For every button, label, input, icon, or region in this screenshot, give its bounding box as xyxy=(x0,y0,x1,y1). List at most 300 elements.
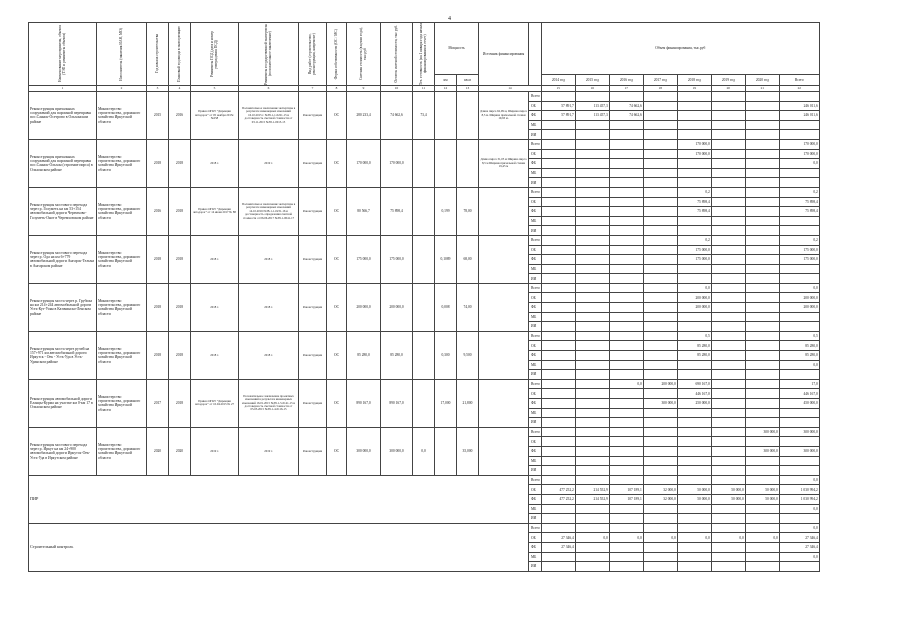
project-psd: 2018 г. xyxy=(191,283,239,331)
financing-cell xyxy=(541,322,575,332)
financing-cell xyxy=(745,235,779,245)
project-capacity-note: Длина пирса 62,09 м, Ширина пирса 8,5 м. Ширина причальной стенки 19,93 м. xyxy=(479,92,529,140)
project-km: 0,300 xyxy=(435,331,457,379)
financing-cell xyxy=(779,466,819,476)
total-label: ПИР xyxy=(29,475,529,523)
project-km: 0,008 xyxy=(435,283,457,331)
financing-cell xyxy=(541,437,575,447)
project-cost: 300 000,0 xyxy=(347,427,381,475)
financing-cell xyxy=(779,418,819,428)
financing-cell xyxy=(541,399,575,409)
financing-cell xyxy=(541,379,575,389)
financing-cell xyxy=(609,255,643,265)
financing-cell: 0,0 xyxy=(575,533,609,543)
project-readiness xyxy=(413,139,435,187)
project-row xyxy=(29,379,820,389)
financing-cell xyxy=(779,178,819,188)
financing-cell xyxy=(541,197,575,207)
project-cost: 170 000,0 xyxy=(347,139,381,187)
column-number: 2 xyxy=(97,86,147,92)
financing-cell xyxy=(643,514,677,524)
financing-cell xyxy=(779,92,819,102)
financing-cell xyxy=(677,322,711,332)
financing-cell: 0,0 xyxy=(711,533,745,543)
financing-cell xyxy=(609,475,643,485)
financing-cell xyxy=(711,120,745,130)
source-label: ОБ xyxy=(529,485,542,495)
project-expertise: Положительное заключение экспертизы в результате инженерных изысканий 14.10.2016 №38-1-1-0231-16 и достоверность определения сметной стоимости от 06.06.2017 №38-1-0041-17 xyxy=(239,187,299,235)
financing-cell xyxy=(711,283,745,293)
project-ownership: ОС xyxy=(327,331,347,379)
project-expertise: 2019 г. xyxy=(239,139,299,187)
financing-cell xyxy=(541,446,575,456)
financing-cell xyxy=(677,446,711,456)
project-expertise: 2018 г. xyxy=(239,331,299,379)
financing-cell: 75 898,4 xyxy=(779,207,819,217)
source-label: ИИ xyxy=(529,370,542,380)
financing-cell: 0,0 xyxy=(779,552,819,562)
financing-cell: 113 457,3 xyxy=(575,101,609,111)
financing-cell xyxy=(677,418,711,428)
project-cost: 200 000,0 xyxy=(347,283,381,331)
financing-cell xyxy=(643,111,677,121)
financing-cell xyxy=(745,312,779,322)
financing-cell xyxy=(541,504,575,514)
header-executor: Исполнитель (заказчик ИАН, МО) xyxy=(119,27,124,81)
financing-cell: 300 000,0 xyxy=(745,427,779,437)
header-total: Всего xyxy=(779,74,819,85)
financing-cell xyxy=(575,370,609,380)
project-readiness: 73,4 xyxy=(413,92,435,140)
financing-cell xyxy=(643,351,677,361)
financing-cell xyxy=(575,159,609,169)
financing-cell xyxy=(609,274,643,284)
financing-cell: 85 280,0 xyxy=(779,341,819,351)
financing-cell xyxy=(575,197,609,207)
financing-cell: 214 552,9 xyxy=(575,494,609,504)
financing-cell: 50 000,0 xyxy=(677,494,711,504)
financing-cell xyxy=(575,542,609,552)
financing-cell xyxy=(541,149,575,159)
project-kvm xyxy=(457,139,479,187)
financing-cell xyxy=(745,159,779,169)
financing-cell xyxy=(541,466,575,476)
project-capacity-note xyxy=(479,187,529,235)
financing-cell xyxy=(711,408,745,418)
financing-cell xyxy=(677,159,711,169)
project-capacity-note xyxy=(479,283,529,331)
project-psd: 2018 г. xyxy=(191,235,239,283)
financing-cell xyxy=(609,446,643,456)
financing-cell xyxy=(745,418,779,428)
financing-cell: 50 000,0 xyxy=(711,494,745,504)
financing-cell xyxy=(575,456,609,466)
project-ownership: ОС xyxy=(327,187,347,235)
financing-cell xyxy=(609,130,643,140)
column-number: 13 xyxy=(457,86,479,92)
financing-cell: 107 189,1 xyxy=(609,485,643,495)
financing-cell xyxy=(711,370,745,380)
project-name: Реконструкция мостового перехода через р. Голуметь на км 53+154 автомобильной дороги Черемхово-Голуметь-Онот в Черемховском районе xyxy=(29,187,97,235)
financing-cell xyxy=(643,562,677,572)
financing-cell xyxy=(745,226,779,236)
financing-cell xyxy=(541,552,575,562)
financing-cell xyxy=(541,178,575,188)
financing-cell xyxy=(711,552,745,562)
financing-cell xyxy=(643,370,677,380)
financing-cell xyxy=(609,552,643,562)
financing-cell xyxy=(779,437,819,447)
column-number: 3 xyxy=(147,86,169,92)
financing-cell xyxy=(711,418,745,428)
project-kvm xyxy=(457,92,479,140)
financing-cell xyxy=(609,418,643,428)
financing-cell xyxy=(575,466,609,476)
financing-cell xyxy=(711,149,745,159)
financing-cell xyxy=(575,331,609,341)
financing-cell xyxy=(609,207,643,217)
header-start-year: Год начала строительства xyxy=(155,34,160,74)
financing-cell: 170 000,0 xyxy=(677,149,711,159)
financing-cell: 0,0 xyxy=(779,283,819,293)
financing-cell xyxy=(575,303,609,313)
financing-cell xyxy=(779,514,819,524)
financing-cell xyxy=(643,216,677,226)
project-row xyxy=(29,139,820,149)
financing-cell: 27 346,4 xyxy=(541,533,575,543)
financing-cell xyxy=(575,446,609,456)
project-kvm: 9,500 xyxy=(457,331,479,379)
project-readiness xyxy=(413,235,435,283)
financing-cell: 0,5 xyxy=(677,331,711,341)
investment-program-table xyxy=(28,22,820,572)
financing-cell xyxy=(541,312,575,322)
source-label: ФБ xyxy=(529,303,542,313)
financing-cell xyxy=(541,187,575,197)
financing-cell xyxy=(745,466,779,476)
financing-cell xyxy=(575,187,609,197)
project-km: 0,199 xyxy=(435,187,457,235)
financing-cell xyxy=(575,92,609,102)
financing-cell xyxy=(575,389,609,399)
financing-cell: 246 011,6 xyxy=(779,101,819,111)
financing-cell xyxy=(745,168,779,178)
financing-cell xyxy=(541,523,575,533)
financing-cell xyxy=(643,427,677,437)
project-rest: 175 000,0 xyxy=(381,235,413,283)
financing-cell xyxy=(575,255,609,265)
project-end-year: 2018 xyxy=(169,283,191,331)
financing-cell: 214 552,9 xyxy=(575,485,609,495)
source-label: ОБ xyxy=(529,437,542,447)
financing-cell xyxy=(745,542,779,552)
financing-cell xyxy=(609,542,643,552)
financing-cell xyxy=(643,226,677,236)
financing-cell: 446 167,0 xyxy=(779,389,819,399)
financing-cell xyxy=(575,312,609,322)
financing-cell xyxy=(541,168,575,178)
financing-cell: 113 457,3 xyxy=(575,111,609,121)
financing-cell xyxy=(609,197,643,207)
financing-cell xyxy=(575,360,609,370)
financing-cell: 17,0 xyxy=(779,379,819,389)
column-number: 14 xyxy=(479,86,542,92)
financing-cell: 175 000,0 xyxy=(779,245,819,255)
financing-cell xyxy=(643,187,677,197)
financing-cell xyxy=(609,312,643,322)
project-name: Реконструкция моста через ручей на 157+971 км автомобильной дороги Иркутск - Оек - Усть-Уда в Усть-Удинском районе xyxy=(29,331,97,379)
project-work-type: Реконструкция xyxy=(299,427,327,475)
project-end-year: 2018 xyxy=(169,187,191,235)
financing-cell xyxy=(643,418,677,428)
financing-cell xyxy=(745,274,779,284)
source-label: МБ xyxy=(529,504,542,514)
financing-cell xyxy=(677,216,711,226)
project-end-year: 2018 xyxy=(169,139,191,187)
financing-cell: 300 000,0 xyxy=(745,446,779,456)
project-psd: 2019 г. xyxy=(191,427,239,475)
project-executor: Министерство строительства, дорожного хозяйства Иркутской области xyxy=(97,331,147,379)
project-executor: Министерство строительства, дорожного хозяйства Иркутской области xyxy=(97,283,147,331)
project-psd: 2018 г. xyxy=(191,331,239,379)
project-name: Реконструкция мостового перехода через р. Ода на км 6+779 автомобильной дороги Ангарск-Тельма в Ангарском районе xyxy=(29,235,97,283)
header-year-2017: 2017 год xyxy=(643,74,677,85)
financing-cell xyxy=(541,341,575,351)
financing-cell xyxy=(711,101,745,111)
financing-cell xyxy=(541,264,575,274)
project-expertise: Положительное заключение проектных изысканий в результате инженерных изысканий 16.01.2015 №38-1-5-0141-15 и достоверность сметной стоимости от 05.03.2015 №38-1-4-0116-15 xyxy=(239,379,299,427)
project-km: 17,000 xyxy=(435,379,457,427)
project-ownership: ОС xyxy=(327,92,347,140)
financing-cell xyxy=(677,168,711,178)
financing-cell: 57 891,7 xyxy=(541,111,575,121)
financing-cell xyxy=(575,351,609,361)
financing-cell: 0,0 xyxy=(779,159,819,169)
project-kvm: 74,00 xyxy=(457,283,479,331)
financing-cell: 57 891,7 xyxy=(541,101,575,111)
financing-cell xyxy=(575,293,609,303)
header-capacity: Мощность xyxy=(435,23,479,75)
financing-cell xyxy=(745,370,779,380)
financing-cell xyxy=(711,427,745,437)
financing-cell xyxy=(677,360,711,370)
header-psd: Реквизиты ПСД (дата и номер утверждения ПСД) xyxy=(210,30,219,78)
financing-cell xyxy=(711,504,745,514)
financing-cell: 50 000,0 xyxy=(745,485,779,495)
financing-cell xyxy=(711,562,745,572)
financing-cell xyxy=(677,312,711,322)
financing-cell xyxy=(711,312,745,322)
financing-cell xyxy=(575,437,609,447)
financing-cell xyxy=(745,197,779,207)
source-label: ИИ xyxy=(529,514,542,524)
project-cost: 280 233,4 xyxy=(347,92,381,140)
financing-cell xyxy=(745,437,779,447)
financing-cell xyxy=(745,111,779,121)
financing-cell: 0,0 xyxy=(779,504,819,514)
financing-cell xyxy=(745,255,779,265)
financing-cell xyxy=(711,92,745,102)
column-number: 18 xyxy=(643,86,677,92)
financing-cell xyxy=(677,542,711,552)
project-executor: Министерство строительства, дорожного хозяйства Иркутской области xyxy=(97,139,147,187)
financing-cell xyxy=(779,322,819,332)
financing-cell: 477 252,2 xyxy=(541,485,575,495)
source-label: МБ xyxy=(529,360,542,370)
financing-cell xyxy=(745,149,779,159)
financing-cell xyxy=(609,92,643,102)
source-label: ФБ xyxy=(529,255,542,265)
project-kvm: 68,00 xyxy=(457,235,479,283)
financing-cell xyxy=(643,389,677,399)
column-number: 4 xyxy=(169,86,191,92)
financing-cell xyxy=(711,389,745,399)
source-label: ИИ xyxy=(529,322,542,332)
financing-cell xyxy=(609,235,643,245)
source-label: Всего xyxy=(529,283,542,293)
financing-cell xyxy=(711,542,745,552)
source-label: ОБ xyxy=(529,389,542,399)
financing-cell xyxy=(745,475,779,485)
source-label: ФБ xyxy=(529,399,542,409)
source-label: МБ xyxy=(529,264,542,274)
project-kvm: 35,000 xyxy=(457,427,479,475)
financing-cell xyxy=(711,130,745,140)
financing-cell xyxy=(745,341,779,351)
project-name: Реконструкция автомобильной дороги Еланцы-Курма на участке км 0-км 17 в Ольхонском районе xyxy=(29,379,97,427)
project-rest: 200 000,0 xyxy=(381,283,413,331)
project-row xyxy=(29,427,820,437)
financing-cell xyxy=(609,370,643,380)
financing-cell: 75 898,4 xyxy=(677,207,711,217)
project-ownership: ОС xyxy=(327,235,347,283)
financing-cell: 0,2 xyxy=(779,187,819,197)
financing-cell xyxy=(643,523,677,533)
financing-cell: 300 000,0 xyxy=(779,446,819,456)
project-start-year: 2016 xyxy=(147,187,169,235)
source-label: Всего xyxy=(529,235,542,245)
financing-cell xyxy=(643,360,677,370)
financing-cell xyxy=(711,399,745,409)
financing-cell: 170 000,0 xyxy=(677,139,711,149)
financing-cell xyxy=(609,322,643,332)
project-row xyxy=(29,283,820,293)
financing-cell xyxy=(541,562,575,572)
financing-cell xyxy=(677,427,711,437)
project-readiness xyxy=(413,379,435,427)
source-label: ИИ xyxy=(529,466,542,476)
financing-cell xyxy=(711,466,745,476)
financing-cell: 0,0 xyxy=(609,379,643,389)
project-rest: 75 898,4 xyxy=(381,187,413,235)
financing-cell xyxy=(677,437,711,447)
financing-cell xyxy=(779,264,819,274)
financing-cell xyxy=(541,130,575,140)
financing-cell xyxy=(745,379,779,389)
financing-cell xyxy=(677,226,711,236)
project-start-year: 2018 xyxy=(147,235,169,283)
financing-cell: 300 000,0 xyxy=(643,399,677,409)
financing-cell: 85 280,0 xyxy=(677,351,711,361)
financing-cell xyxy=(575,130,609,140)
source-label: ИИ xyxy=(529,130,542,140)
financing-cell xyxy=(711,322,745,332)
header-readiness: Тех. готовность (на 1 января года начала финансирования в отчет) xyxy=(419,23,428,85)
financing-cell xyxy=(643,245,677,255)
financing-cell: 250 000,0 xyxy=(677,399,711,409)
financing-cell xyxy=(541,283,575,293)
source-label: Всего xyxy=(529,139,542,149)
project-end-year: 2016 xyxy=(169,92,191,140)
project-start-year: 2015 xyxy=(147,92,169,140)
financing-cell xyxy=(745,331,779,341)
source-label: ИИ xyxy=(529,274,542,284)
source-label: МБ xyxy=(529,216,542,226)
financing-cell xyxy=(643,341,677,351)
financing-cell xyxy=(677,466,711,476)
financing-cell: 0,2 xyxy=(677,187,711,197)
financing-cell xyxy=(745,139,779,149)
financing-cell xyxy=(643,264,677,274)
project-kvm: 78,00 xyxy=(457,187,479,235)
financing-cell xyxy=(609,523,643,533)
financing-cell xyxy=(711,111,745,121)
financing-cell xyxy=(541,293,575,303)
financing-cell xyxy=(643,159,677,169)
financing-cell xyxy=(609,360,643,370)
financing-cell: 32 000,0 xyxy=(643,494,677,504)
column-number: 7 xyxy=(299,86,327,92)
financing-cell xyxy=(745,408,779,418)
header-year-2020: 2020 год xyxy=(745,74,779,85)
project-rest: 890 167,0 xyxy=(381,379,413,427)
financing-cell xyxy=(745,293,779,303)
column-number: 20 xyxy=(711,86,745,92)
project-end-year: 2018 xyxy=(169,235,191,283)
financing-cell: 32 000,0 xyxy=(643,485,677,495)
source-label: Всего xyxy=(529,475,542,485)
financing-cell xyxy=(643,331,677,341)
financing-cell: 175 000,0 xyxy=(779,255,819,265)
project-expertise: 2018 г. xyxy=(239,235,299,283)
financing-cell xyxy=(745,92,779,102)
financing-cell xyxy=(711,293,745,303)
financing-cell: 200 000,0 xyxy=(779,303,819,313)
financing-cell xyxy=(609,437,643,447)
project-rest: 170 000,0 xyxy=(381,139,413,187)
financing-cell xyxy=(643,456,677,466)
financing-cell xyxy=(643,466,677,476)
financing-cell: 690 167,0 xyxy=(677,379,711,389)
header-end-year: Плановый год ввода в эксплуатацию xyxy=(177,26,182,82)
project-expertise: Положительное заключение экспертизы в результате инженерных изысканий 16.10.2015 г. №38-1-1-0221-15 и достоверность сметной стоимости от 03.11.2015 №38-1-0013-15 xyxy=(239,92,299,140)
financing-cell xyxy=(779,408,819,418)
project-work-type: Реконструкция xyxy=(299,235,327,283)
financing-cell xyxy=(541,389,575,399)
financing-cell xyxy=(541,216,575,226)
financing-cell: 0,0 xyxy=(609,533,643,543)
project-ownership: ОС xyxy=(327,139,347,187)
project-capacity-note: Длина пирса 31,05 м Ширина пирса 8,5 м Ширина причальной стенки 19,45 м xyxy=(479,139,529,187)
financing-cell: 200 000,0 xyxy=(677,293,711,303)
financing-cell xyxy=(609,389,643,399)
financing-cell: 85 280,0 xyxy=(677,341,711,351)
source-label: Всего xyxy=(529,92,542,102)
source-label: Всего xyxy=(529,427,542,437)
project-name: Реконструкция причальных сооружений для паромной переправы пос.Саянск-Ольхон (строение пирса) в Ольхонском районе xyxy=(29,139,97,187)
total-row xyxy=(29,523,820,533)
source-label: ИИ xyxy=(529,178,542,188)
